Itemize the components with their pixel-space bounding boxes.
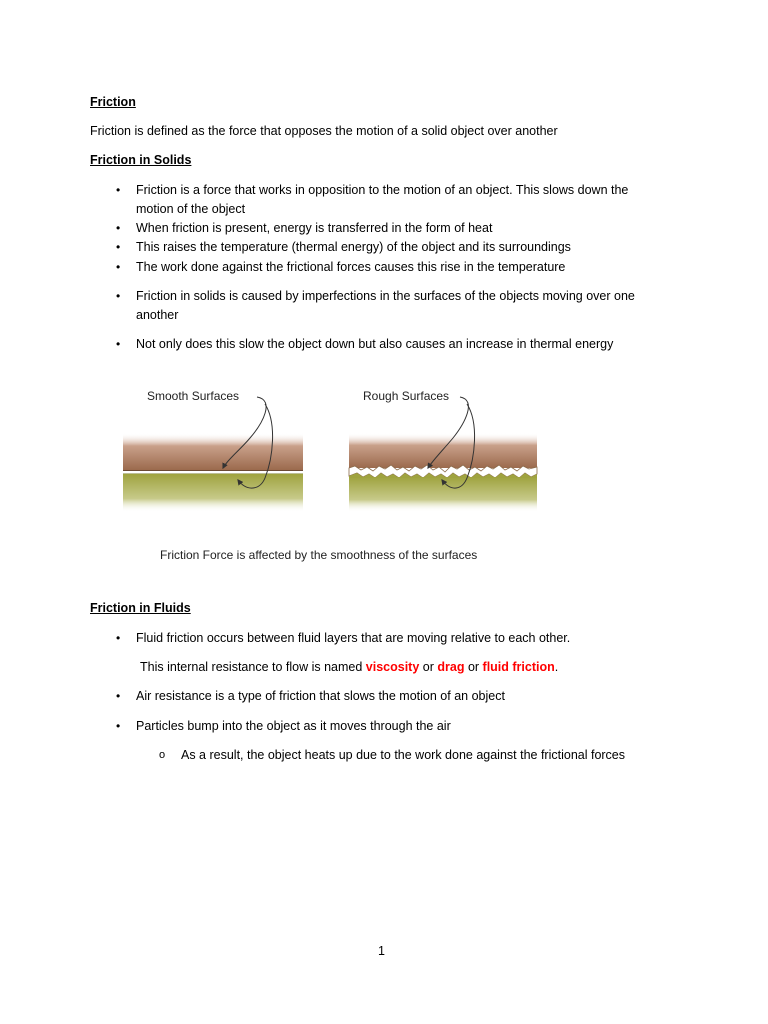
bullet-marker: • — [116, 719, 121, 733]
rough-top-block — [349, 433, 537, 468]
fluids-bullet-1: Fluid friction occurs between fluid layers that are moving relative to each other. — [136, 631, 571, 645]
bullet-marker: • — [116, 289, 121, 303]
or-text: or — [464, 660, 483, 674]
sub-bullet-marker: o — [159, 749, 166, 761]
solids-bullet-6: Not only does this slow the object down but also causes an increase in thermal energy — [136, 337, 614, 351]
bullet-marker: • — [116, 221, 121, 235]
term-viscosity: viscosity — [365, 660, 420, 674]
solids-bullet-4: The work done against the frictional forces causes this rise in the temperature — [136, 260, 566, 274]
page-number: 1 — [378, 944, 385, 958]
bullet-marker: • — [116, 260, 121, 274]
or-text: or — [419, 660, 438, 674]
smooth-top-block — [123, 433, 303, 470]
bullet-marker: • — [116, 689, 121, 703]
term-fluid-friction: fluid friction — [482, 660, 555, 674]
fluids-bullet-1-continuation — [140, 658, 558, 677]
bullet-marker: • — [116, 183, 121, 197]
diagram-caption: Friction Force is affected by the smoothness of the surfaces — [160, 548, 478, 562]
definition-text: Friction is defined as the force that opposes the motion of a solid object over another — [90, 124, 558, 138]
solids-bullet-3: This raises the temperature (thermal energy) of the object and its surroundings — [136, 240, 571, 254]
smooth-bottom-block — [123, 474, 303, 512]
rough-label: Rough Surfaces — [363, 389, 450, 403]
fluids-bullet-3: Particles bump into the object as it moves through the air — [136, 719, 451, 733]
surfaces-diagram — [115, 378, 555, 523]
solids-bullet-2: When friction is present, energy is transferred in the form of heat — [136, 221, 493, 235]
solids-bullet-5-line-1: Friction in solids is caused by imperfections in the surfaces of the objects moving over one — [136, 289, 635, 303]
solids-bullet-1-line-1: Friction is a force that works in opposition to the motion of an object. This slows down the — [136, 183, 629, 197]
continuation-prefix: This internal resistance to flow is named — [140, 660, 366, 674]
rough-bottom-block — [349, 477, 537, 512]
bullet-marker: • — [116, 240, 121, 254]
smooth-label: Smooth Surfaces — [147, 389, 240, 403]
bullet-marker: • — [116, 337, 121, 351]
solids-heading: Friction in Solids — [90, 153, 192, 167]
period: . — [554, 660, 559, 674]
page-title: Friction — [90, 95, 136, 109]
fluids-sub-bullet-1: As a result, the object heats up due to the work done against the frictional forces — [181, 748, 626, 762]
solids-bullet-5-line-2: another — [136, 308, 179, 322]
solids-bullet-1-line-2: motion of the object — [136, 202, 246, 216]
bullet-marker: • — [116, 631, 121, 645]
fluids-bullet-2: Air resistance is a type of friction that slows the motion of an object — [136, 689, 505, 703]
fluids-heading: Friction in Fluids — [90, 601, 191, 615]
term-drag: drag — [437, 660, 465, 674]
